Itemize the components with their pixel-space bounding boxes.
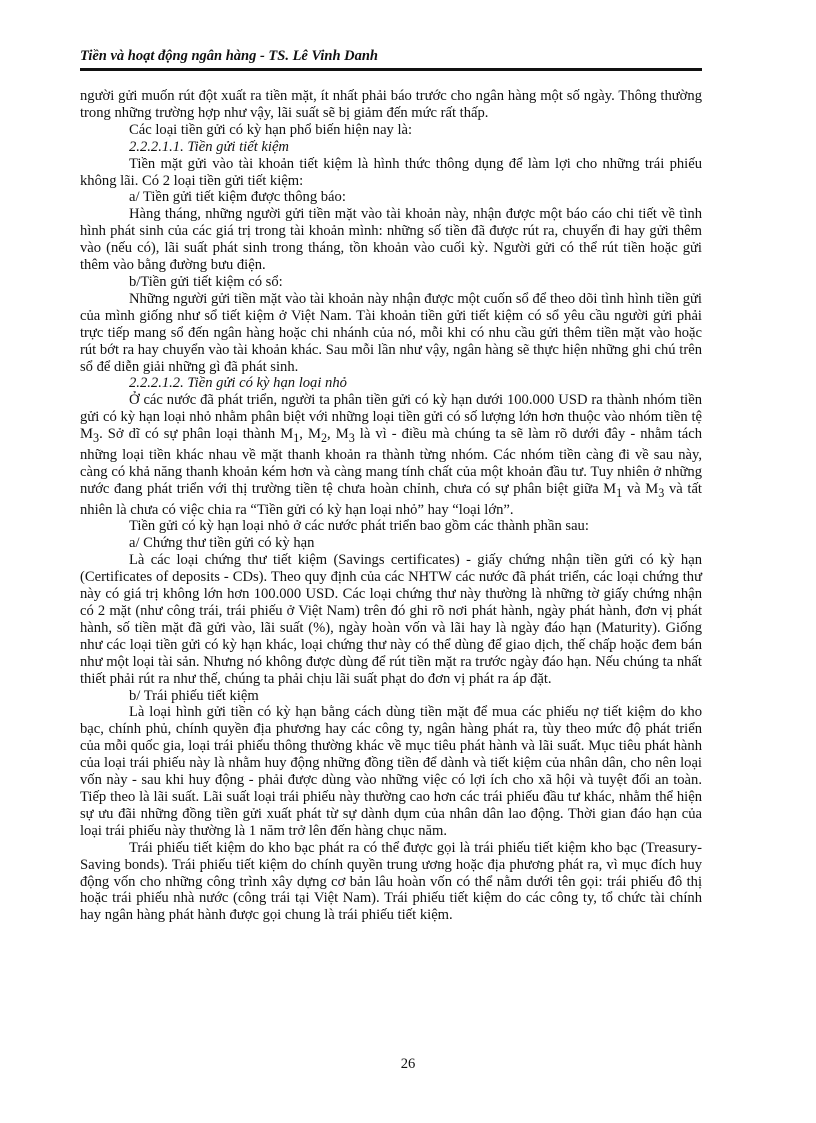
running-header: Tiền và hoạt động ngân hàng - TS. Lê Vinh Danh: [80, 48, 702, 71]
text-run: , M: [327, 426, 349, 443]
subscript: 3: [92, 431, 100, 446]
subscript: 3: [658, 485, 665, 500]
text-run: , M: [299, 426, 321, 443]
subsection-label: b/ Trái phiếu tiết kiệm: [129, 687, 259, 704]
paragraph: Tiền gửi có kỳ hạn loại nhỏ ở các nước phát triển bao gồm các thành phần sau:: [129, 518, 589, 535]
paragraph: Những người gửi tiền mặt vào tài khoản này nhận được một cuốn sổ để theo dõi tình hình tiền gửi của mình giống như sổ tiết kiệm ở Việt Nam. Tài khoản tiền gửi tiết kiệm có sổ yêu cầu người gửi phải trực tiếp mang sổ đến ngân hàng hoặc chi nhánh của nó, mỗi khi có nhu cầu gửi thêm tiền mặt vào hoặc rút bớt ra hay chuyển vào tài khoản khác. Sau mỗi lần như vậy, ngân hàng sẽ thực hiện những ghi chú trên sổ để diễn giải những gì đã phát sinh.: [80, 290, 702, 375]
section-heading: 2.2.2.1.1. Tiền gửi tiết kiệm: [129, 138, 289, 155]
subscript: 1: [293, 431, 300, 446]
section-heading: 2.2.2.1.2. Tiền gửi có kỳ hạn loại nhỏ: [129, 375, 347, 392]
subsection-label: a/ Chứng thư tiền gửi có kỳ hạn: [129, 535, 315, 552]
paragraph: Trái phiếu tiết kiệm do kho bạc phát ra có thể được gọi là trái phiếu tiết kiệm kho bạc (Treasury-Saving bonds). Trái phiếu tiết kiệm do chính quyền trung ương hoặc địa phương phát ra, vì mục đích huy động vốn cho những công trình xây dựng cơ bản lâu hoàn vốn có thể nằm dưới tên gọi: trái phiếu đô thị hoặc trái phiếu nhà nước (công trái tại Việt Nam). Trái phiếu tiết kiệm do các công ty, tổ chức tài chính hay ngân hàng phát hành được gọi chung là trái phiếu tiết kiệm.: [80, 839, 702, 924]
paragraph: người gửi muốn rút đột xuất ra tiền mặt, ít nhất phải báo trước cho ngân hàng một số ngày. Thông thường trong những trường hợp như vậy, lãi suất sẽ bị giảm đến mức rất thấp.: [80, 88, 702, 121]
text-run: và M: [622, 480, 659, 497]
paragraph: Là các loại chứng thư tiết kiệm (Savings certificates) - giấy chứng nhận tiền gửi có kỳ hạn (Certificates of deposits - CDs). Theo quy định của các NHTW các nước đã phát triển, các loại chứng thư này có giá trị không lớn hơn 100.000 USD. Các loại chứng thư này thường là những tờ giấy chứng nhận có 2 mặt (như công trái, trái phiếu ở Việt Nam) trên đó ghi rõ nơi phát hành, ngày phát hành, đơn vị phát hành, số tiền mặt đã gửi vào, lãi suất (%), ngày hoàn vốn và lãi hay là ngày đáo hạn (Maturity). Giống như các loại tiền gửi có kỳ hạn khác, loại chứng thư này có thể dùng để giao dịch, thế chấp hoặc đem bán như một loại tài sản. Nhưng nó không được dùng để rút tiền mặt ra trước ngày đáo hạn. Nếu chúng ta nhất thiết phải rút ra như thế, chúng ta phải chịu lãi suất phạt do đơn vị phát ra áp đặt.: [80, 552, 702, 687]
text-run: . Sở dĩ có sự phân loại thành M: [99, 426, 294, 443]
subsection-label: b/Tiền gửi tiết kiệm có sổ:: [129, 273, 283, 290]
paragraph: Tiền mặt gửi vào tài khoản tiết kiệm là hình thức thông dụng để làm lợi cho những trái phiếu không lãi. Có 2 loại tiền gửi tiết kiệm:: [80, 155, 702, 189]
subsection-label: a/ Tiền gửi tiết kiệm được thông báo:: [129, 189, 346, 206]
text-run: và tất nhiên là chưa có việc chia ra “Tiền gửi có kỳ hạn loại nhỏ” hay “loại lớn”.: [80, 480, 702, 518]
paragraph: Là loại hình gửi tiền có kỳ hạn bằng cách dùng tiền mặt để mua các phiếu nợ tiết kiệm do kho bạc, chính phủ, chính quyền địa phương hay các công ty, ngân hàng phát ra, tùy theo mức độ phát triển của mỗi quốc gia, loại trái phiếu thông thường khác về mục tiêu phát hành và lãi suất. Mục tiêu phát hành của loại trái phiếu này là nhằm huy động những đồng tiền để dành và tiết kiệm của nhân dân, cho nên loại vốn này - sau khi huy động - phải được dùng vào những việc có lợi ích cho xã hội và tuyệt đối an toàn. Tiếp theo là lãi suất. Lãi suất loại trái phiếu này thường cao hơn các trái phiếu đầu tư khác, nhằm thể hiện sự ưu đãi những đồng tiền gửi xuất phát từ sự dành dụm của nhân dân lao động. Thời gian đáo hạn của loại trái phiếu này thường là 1 năm trở lên đến hàng chục năm.: [80, 704, 702, 839]
page-number: 26: [400, 1056, 416, 1072]
subscript: 3: [348, 431, 355, 446]
subscript: 2: [320, 431, 328, 446]
subscript: 1: [616, 485, 623, 500]
paragraph: Các loại tiền gửi có kỳ hạn phổ biến hiện nay là:: [129, 121, 413, 138]
text-run: là vì - điều mà chúng ta sẽ làm rõ dưới đây - nhằm tách những loại tiền khác nhau về mặt thanh khoản ra thành từng nhóm. Các nhóm tiền càng đi về sau này, càng có khả năng thanh khoản kém hơn và càng mang tính chất của một khoản đầu tư. Tuy nhiên ở những nước đang phát triển với thị trường tiền tệ chưa hoàn chỉnh, chưa có sự phân biệt giữa M: [80, 426, 702, 497]
paragraph: [80, 392, 702, 518]
paragraph: Hàng tháng, những người gửi tiền mặt vào tài khoản này, nhận được một báo cáo chi tiết về tình hình phát sinh của các giá trị trong tài khoản mình: những số tiền đã được rút ra, chuyển đi hay gửi thêm vào (nếu có), lãi suất phát sinh trong tháng, tồn khoản vào cuối kỳ. Người gửi có thể rút tiền hoặc gửi thêm vào bằng đường bưu điện.: [80, 206, 702, 274]
text-run: Ở các nước đã phát triển, người ta phân tiền gửi có kỳ hạn dưới 100.000 USD ra thành nhóm tiền gửi có kỳ hạn loại nhỏ nhằm phân biệt với những loại tiền gửi có số lượng lớn hơn thuộc vào nhóm tiền tệ M: [80, 392, 702, 443]
page-body: [80, 88, 702, 924]
